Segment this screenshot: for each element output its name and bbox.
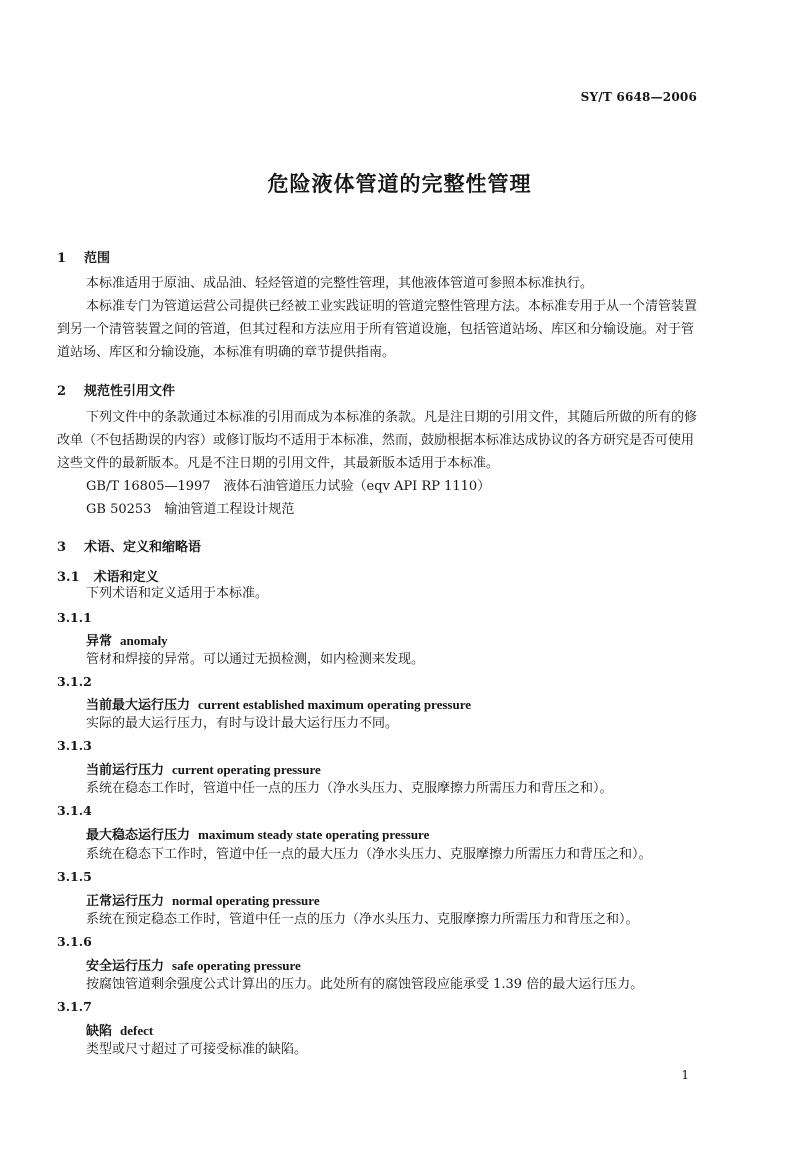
term-english: anomaly (120, 633, 168, 648)
section-number: 2 (57, 384, 67, 399)
page-title: 危险液体管道的完整性管理 (267, 171, 532, 196)
section-title: 术语、定义和缩略语 (84, 540, 202, 555)
term-number: 3.1.3 (57, 738, 92, 753)
term-entry (86, 1020, 153, 1039)
section-number: 3 (57, 540, 67, 555)
term-english: maximum steady state operating pressure (198, 827, 430, 842)
term-english: normal operating pressure (172, 893, 320, 908)
term-definition: 系统在预定稳态工作时，管道中任一点的压力（净水头压力、克服摩擦力所需压力和背压之和）。 (86, 912, 639, 927)
term-chinese: 安全运行压力 (86, 959, 165, 974)
term-number: 3.1.7 (57, 999, 92, 1014)
section-2-heading (57, 380, 175, 399)
term-definition: 管材和焊接的异常。可以通过无损检测，如内检测来发现。 (86, 652, 425, 667)
term-chinese: 最大稳态运行压力 (86, 828, 191, 843)
term-entry (86, 955, 301, 974)
term-definition: 类型或尺寸超过了可接受标准的缺陷。 (86, 1042, 308, 1057)
term-chinese: 当前最大运行压力 (86, 698, 191, 713)
paragraph: 下列术语和定义适用于本标准。 (86, 586, 269, 601)
term-entry (86, 890, 320, 909)
term-number: 3.1.5 (57, 869, 92, 884)
section-title: 范围 (84, 251, 111, 266)
term-number: 3.1.6 (57, 934, 92, 949)
paragraph: 下列文件中的条款通过本标准的引用而成为本标准的条款。凡是注日期的引用文件，其随后所做的所有的修改单（不包括勘误的内容）或修订版均不适用于本标准，然而，鼓励根据本标准达成协议的各方研究是否可使用这些文件的最新版本。凡是不注日期的引用文件，其最新版本适用于本标准。 (57, 410, 698, 471)
term-english: safe operating pressure (172, 958, 301, 973)
subsection-number: 3.1 (57, 570, 80, 585)
paragraph: 本标准专门为管道运营公司提供已经被工业实践证明的管道完整性管理方法。本标准专用于从一个清管装置到另一个清管装置之间的管道，但其过程和方法应用于所有管道设施，包括管道站场、库区和分输设施。对于管道站场、库区和分输设施，本标准有明确的章节提供指南。 (57, 299, 698, 360)
term-chinese: 当前运行压力 (86, 763, 165, 778)
term-entry (86, 694, 471, 713)
section-3-heading (57, 536, 201, 555)
term-number: 3.1.1 (57, 610, 92, 625)
term-definition: 实际的最大运行压力，有时与设计最大运行压力不同。 (86, 716, 399, 731)
section-title: 规范性引用文件 (84, 384, 176, 399)
term-number: 3.1.4 (57, 803, 92, 818)
standard-code: SY/T 6648—2006 (580, 90, 697, 104)
term-chinese: 异常 (86, 634, 113, 649)
term-definition: 按腐蚀管道剩余强度公式计算出的压力。此处所有的腐蚀管段应能承受 1.39 倍的最大运行压力。 (86, 977, 644, 992)
term-definition: 系统在稳态工作时，管道中任一点的压力（净水头压力、克服摩擦力所需压力和背压之和）。 (86, 781, 613, 796)
subsection-title: 术语和定义 (93, 570, 159, 585)
reference-item: GB/T 16805—1997 液体石油管道压力试验（eqv API RP 1110） (86, 479, 491, 494)
term-english: current operating pressure (172, 762, 321, 777)
term-english: current established maximum operating pressure (198, 697, 472, 712)
term-chinese: 正常运行压力 (86, 894, 165, 909)
term-chinese: 缺陷 (86, 1024, 113, 1039)
paragraph: 本标准适用于原油、成品油、轻烃管道的完整性管理，其他液体管道可参照本标准执行。 (86, 276, 594, 291)
section-1-heading (57, 247, 110, 266)
term-english: defect (120, 1023, 154, 1038)
term-entry (86, 759, 321, 778)
term-entry (86, 824, 429, 843)
section-number: 1 (57, 251, 67, 266)
term-definition: 系统在稳态下工作时，管道中任一点的最大压力（净水头压力、克服摩擦力所需压力和背压之和）。 (86, 847, 652, 862)
term-entry (86, 630, 168, 649)
term-number: 3.1.2 (57, 674, 92, 689)
page-number: 1 (681, 1068, 689, 1082)
reference-item: GB 50253 输油管道工程设计规范 (86, 502, 295, 517)
